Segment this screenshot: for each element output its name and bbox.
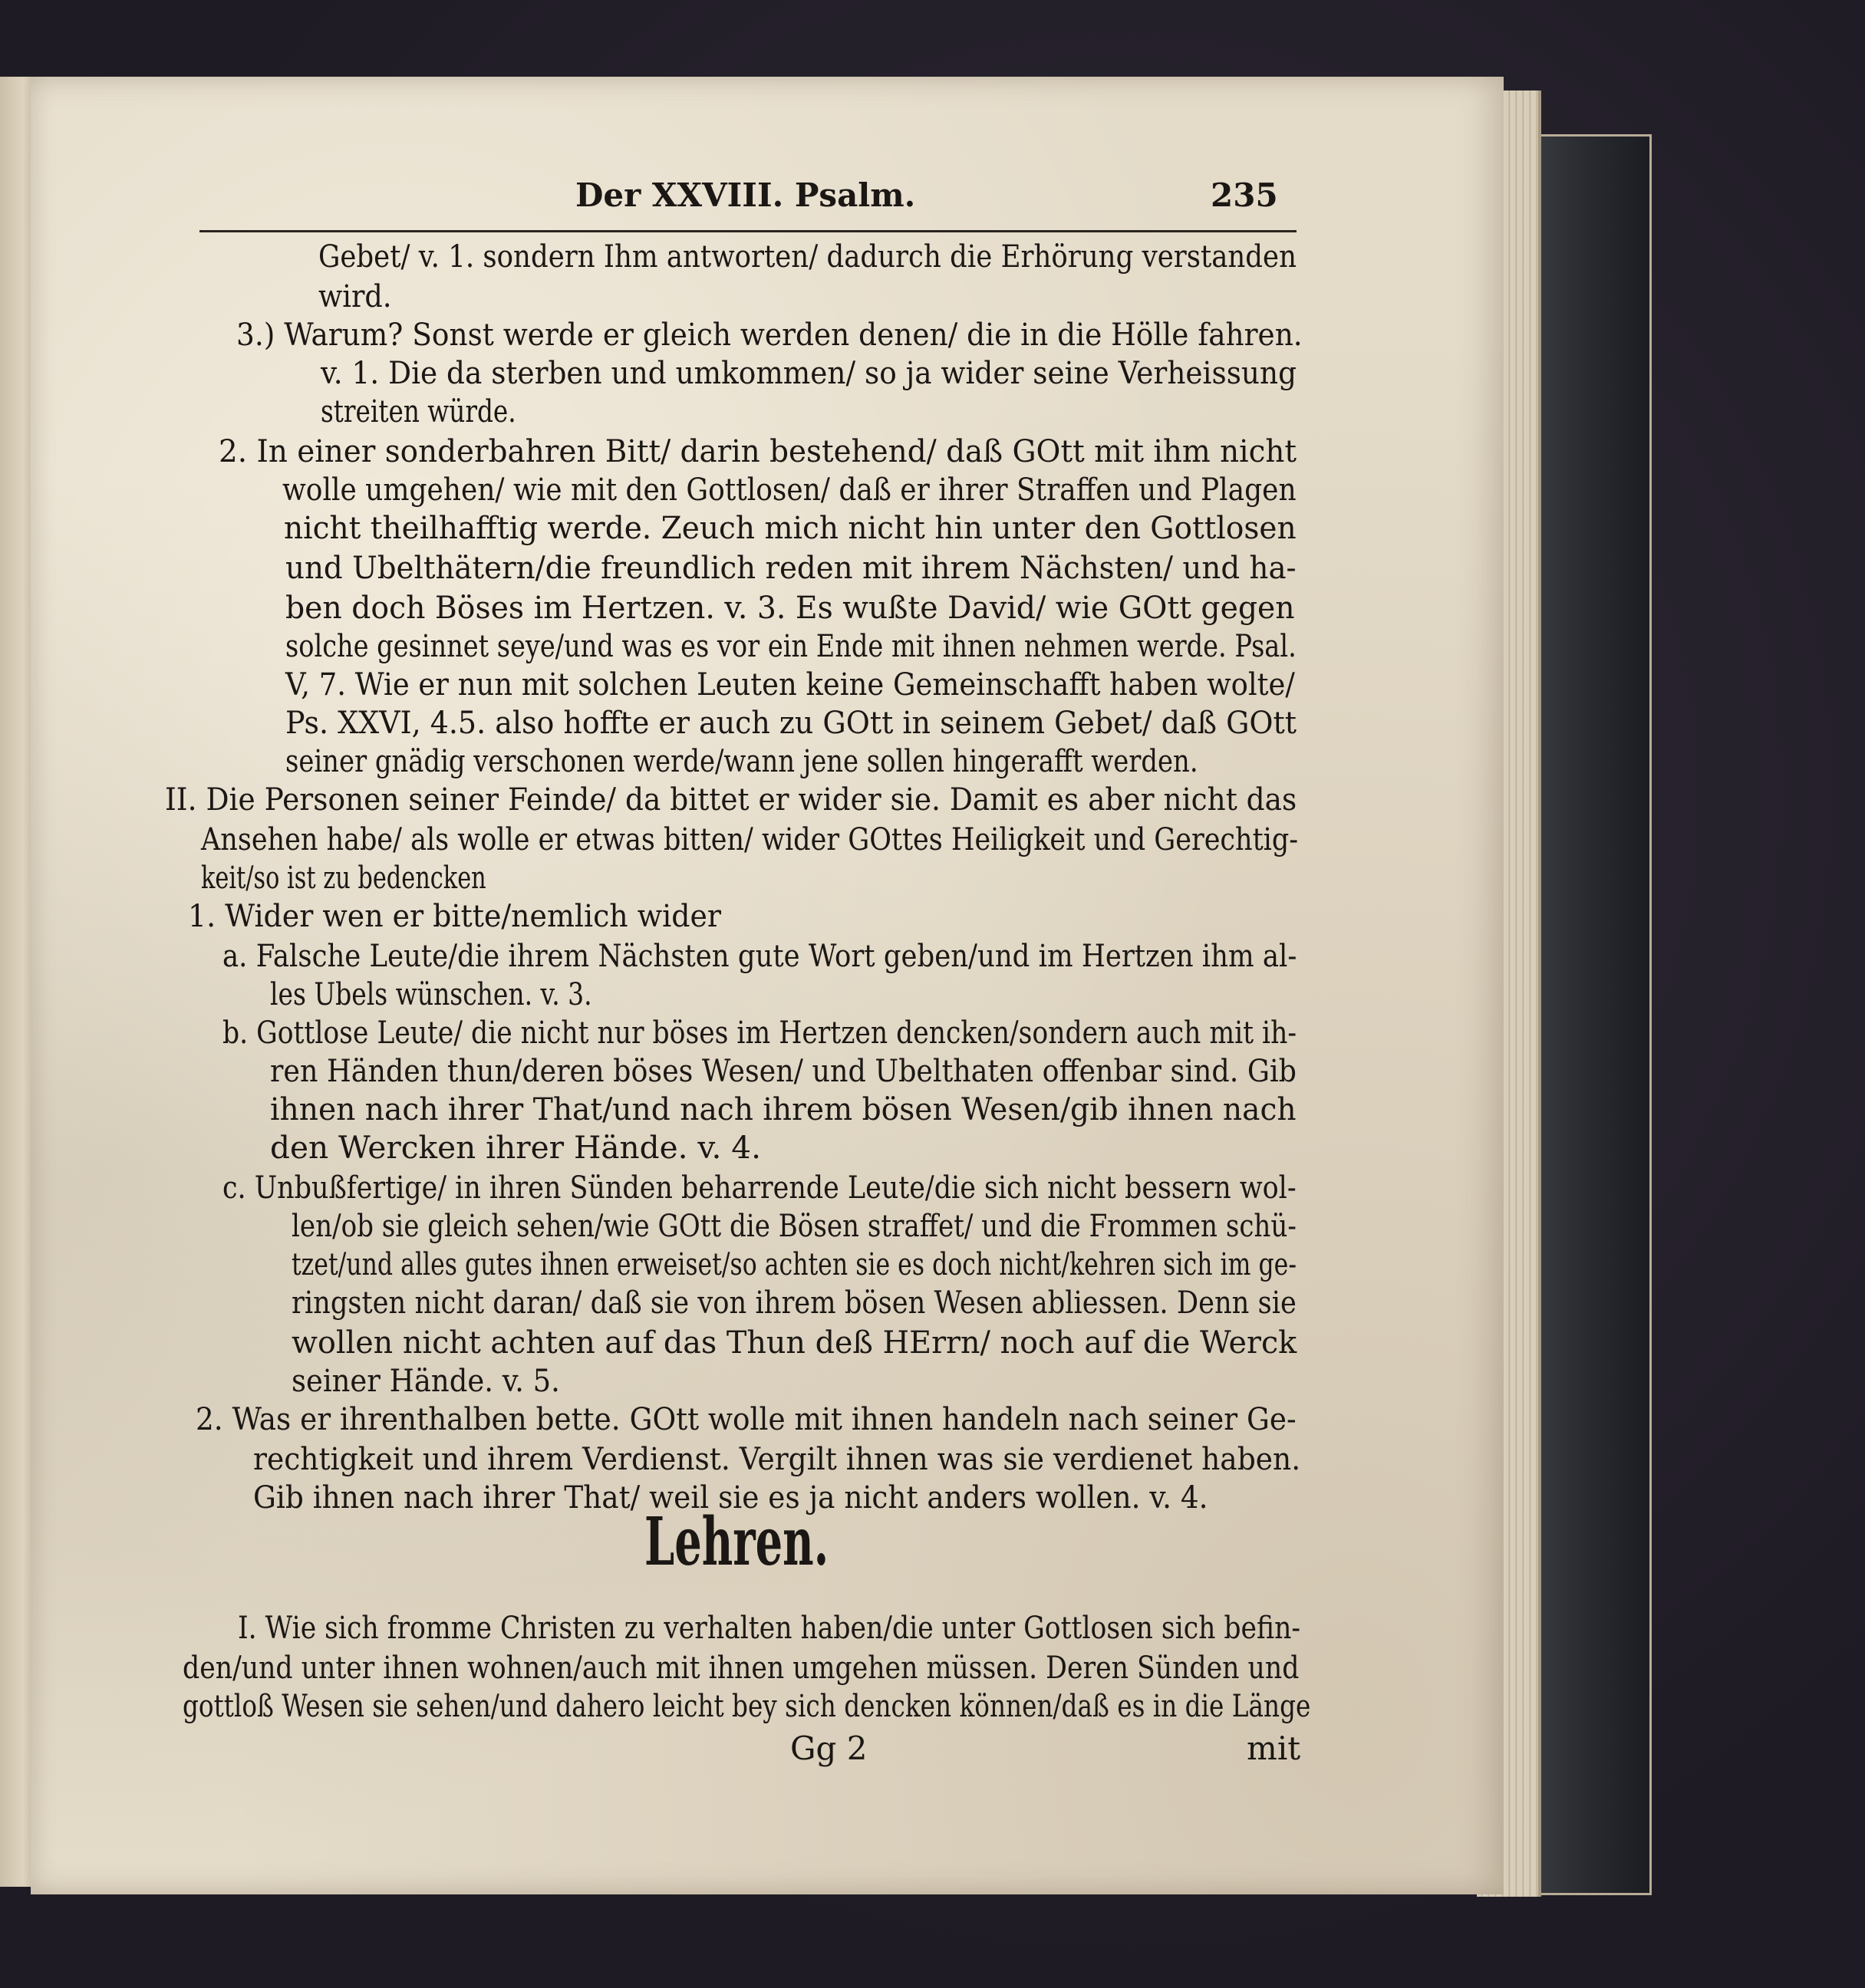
text-line: ren Händen thun/deren böses Wesen/ und Ubelthaten offenbar sind. Gib [270, 1054, 1297, 1089]
signature-mark: Gg 2 [790, 1730, 868, 1767]
text-line: Gebet/ v. 1. sondern Ihm antworten/ dadurch die Erhörung verstanden [318, 239, 1297, 275]
text-line: 2. Was er ihrenthalben bette. GOtt wolle mit ihnen handeln nach seiner Ge- [196, 1402, 1297, 1437]
text-line: b. Gottlose Leute/ die nicht nur böses im Hertzen dencken/sondern auch mit ih- [222, 1015, 1297, 1051]
catchword: mit [1247, 1730, 1301, 1767]
text-line: ben doch Böses im Hertzen. v. 3. Es wußte David/ wie GOtt gegen [285, 591, 1295, 626]
text-line: tzet/und alles gutes ihnen erweiset/so achten sie es doch nicht/kehren sich im ge- [292, 1247, 1297, 1282]
text-line: les Ubels wünschen. v. 3. [270, 977, 592, 1012]
text-line: wolle umgehen/ wie mit den Gottlosen/ daß er ihrer Straffen und Plagen [282, 472, 1297, 508]
text-line: ihnen nach ihrer That/und nach ihrem bösen Wesen/gib ihnen nach [270, 1092, 1297, 1127]
header-rule [199, 230, 1297, 232]
text-line: II. Die Personen seiner Feinde/ da bittet er wider sie. Damit es aber nicht das [165, 782, 1297, 818]
text-line: I. Wie sich fromme Christen zu verhalten haben/die unter Gottlosen sich befin- [238, 1611, 1301, 1646]
text-line: 3.) Warum? Sonst werde er gleich werden denen/ die in die Hölle fahren. [236, 318, 1303, 353]
text-line: v. 1. Die da sterben und umkommen/ so ja wider seine Verheissung [321, 356, 1297, 391]
text-line: seiner gnädig verschonen werde/wann jene sollen hingerafft werden. [285, 744, 1198, 779]
text-line: wollen nicht achten auf das Thun deß HErrn/ noch auf die Werck [292, 1325, 1297, 1361]
text-line: a. Falsche Leute/die ihrem Nächsten gute Wort geben/und im Hertzen ihm al- [222, 939, 1297, 974]
text-line: 2. In einer sonderbahren Bitt/ darin bestehend/ daß GOtt mit ihm nicht [219, 434, 1297, 469]
text-line: nicht theilhafftig werde. Zeuch mich nicht hin unter den Gottlosen [284, 511, 1297, 546]
text-line: streiten würde. [321, 394, 516, 430]
section-heading: Lehren. [644, 1503, 829, 1581]
book-cover [1527, 134, 1652, 1895]
text-line: ringsten nicht daran/ daß sie von ihrem bösen Wesen abliessen. Denn sie [292, 1285, 1297, 1321]
text-line: wird. [318, 279, 392, 314]
text-line: rechtigkeit und ihrem Verdienst. Vergilt ihnen was sie verdienet haben. [253, 1442, 1301, 1477]
text-line: V, 7. Wie er nun mit solchen Leuten keine Gemeinschafft haben wolte/ [285, 667, 1295, 703]
text-line: Ps. XXVI, 4.5. also hoffte er auch zu GOtt in seinem Gebet/ daß GOtt [285, 706, 1297, 741]
page-number: 235 [1211, 176, 1278, 214]
text-line: und Ubelthätern/die freundlich reden mit ihrem Nächsten/ und ha- [285, 551, 1297, 586]
text-line: Ansehen habe/ als wolle er etwas bitten/ wider GOttes Heiligkeit und Gerechtig- [201, 822, 1299, 857]
text-line: den/und unter ihnen wohnen/auch mit ihnen umgehen müssen. Deren Sünden und [183, 1651, 1300, 1686]
text-line: 1. Wider wen er bitte/nemlich wider [188, 899, 722, 934]
running-head: Der XXVIII. Psalm. [575, 176, 916, 214]
text-line: den Wercken ihrer Hände. v. 4. [270, 1131, 762, 1166]
text-line: gottloß Wesen sie sehen/und dahero leicht bey sich dencken können/daß es in die Länge [183, 1689, 1311, 1724]
text-line: solche gesinnet seye/und was es vor ein Ende mit ihnen nehmen werde. Psal. [285, 629, 1297, 664]
text-line: len/ob sie gleich sehen/wie GOtt die Bösen straffet/ und die Frommen schü- [292, 1209, 1297, 1244]
text-line: Gib ihnen nach ihrer That/ weil sie es ja nicht anders wollen. v. 4. [253, 1480, 1208, 1516]
text-line: seiner Hände. v. 5. [292, 1364, 560, 1399]
text-line: keit/so ist zu bedencken [201, 861, 486, 896]
text-line: c. Unbußfertige/ in ihren Sünden beharrende Leute/die sich nicht bessern wol- [222, 1170, 1297, 1206]
